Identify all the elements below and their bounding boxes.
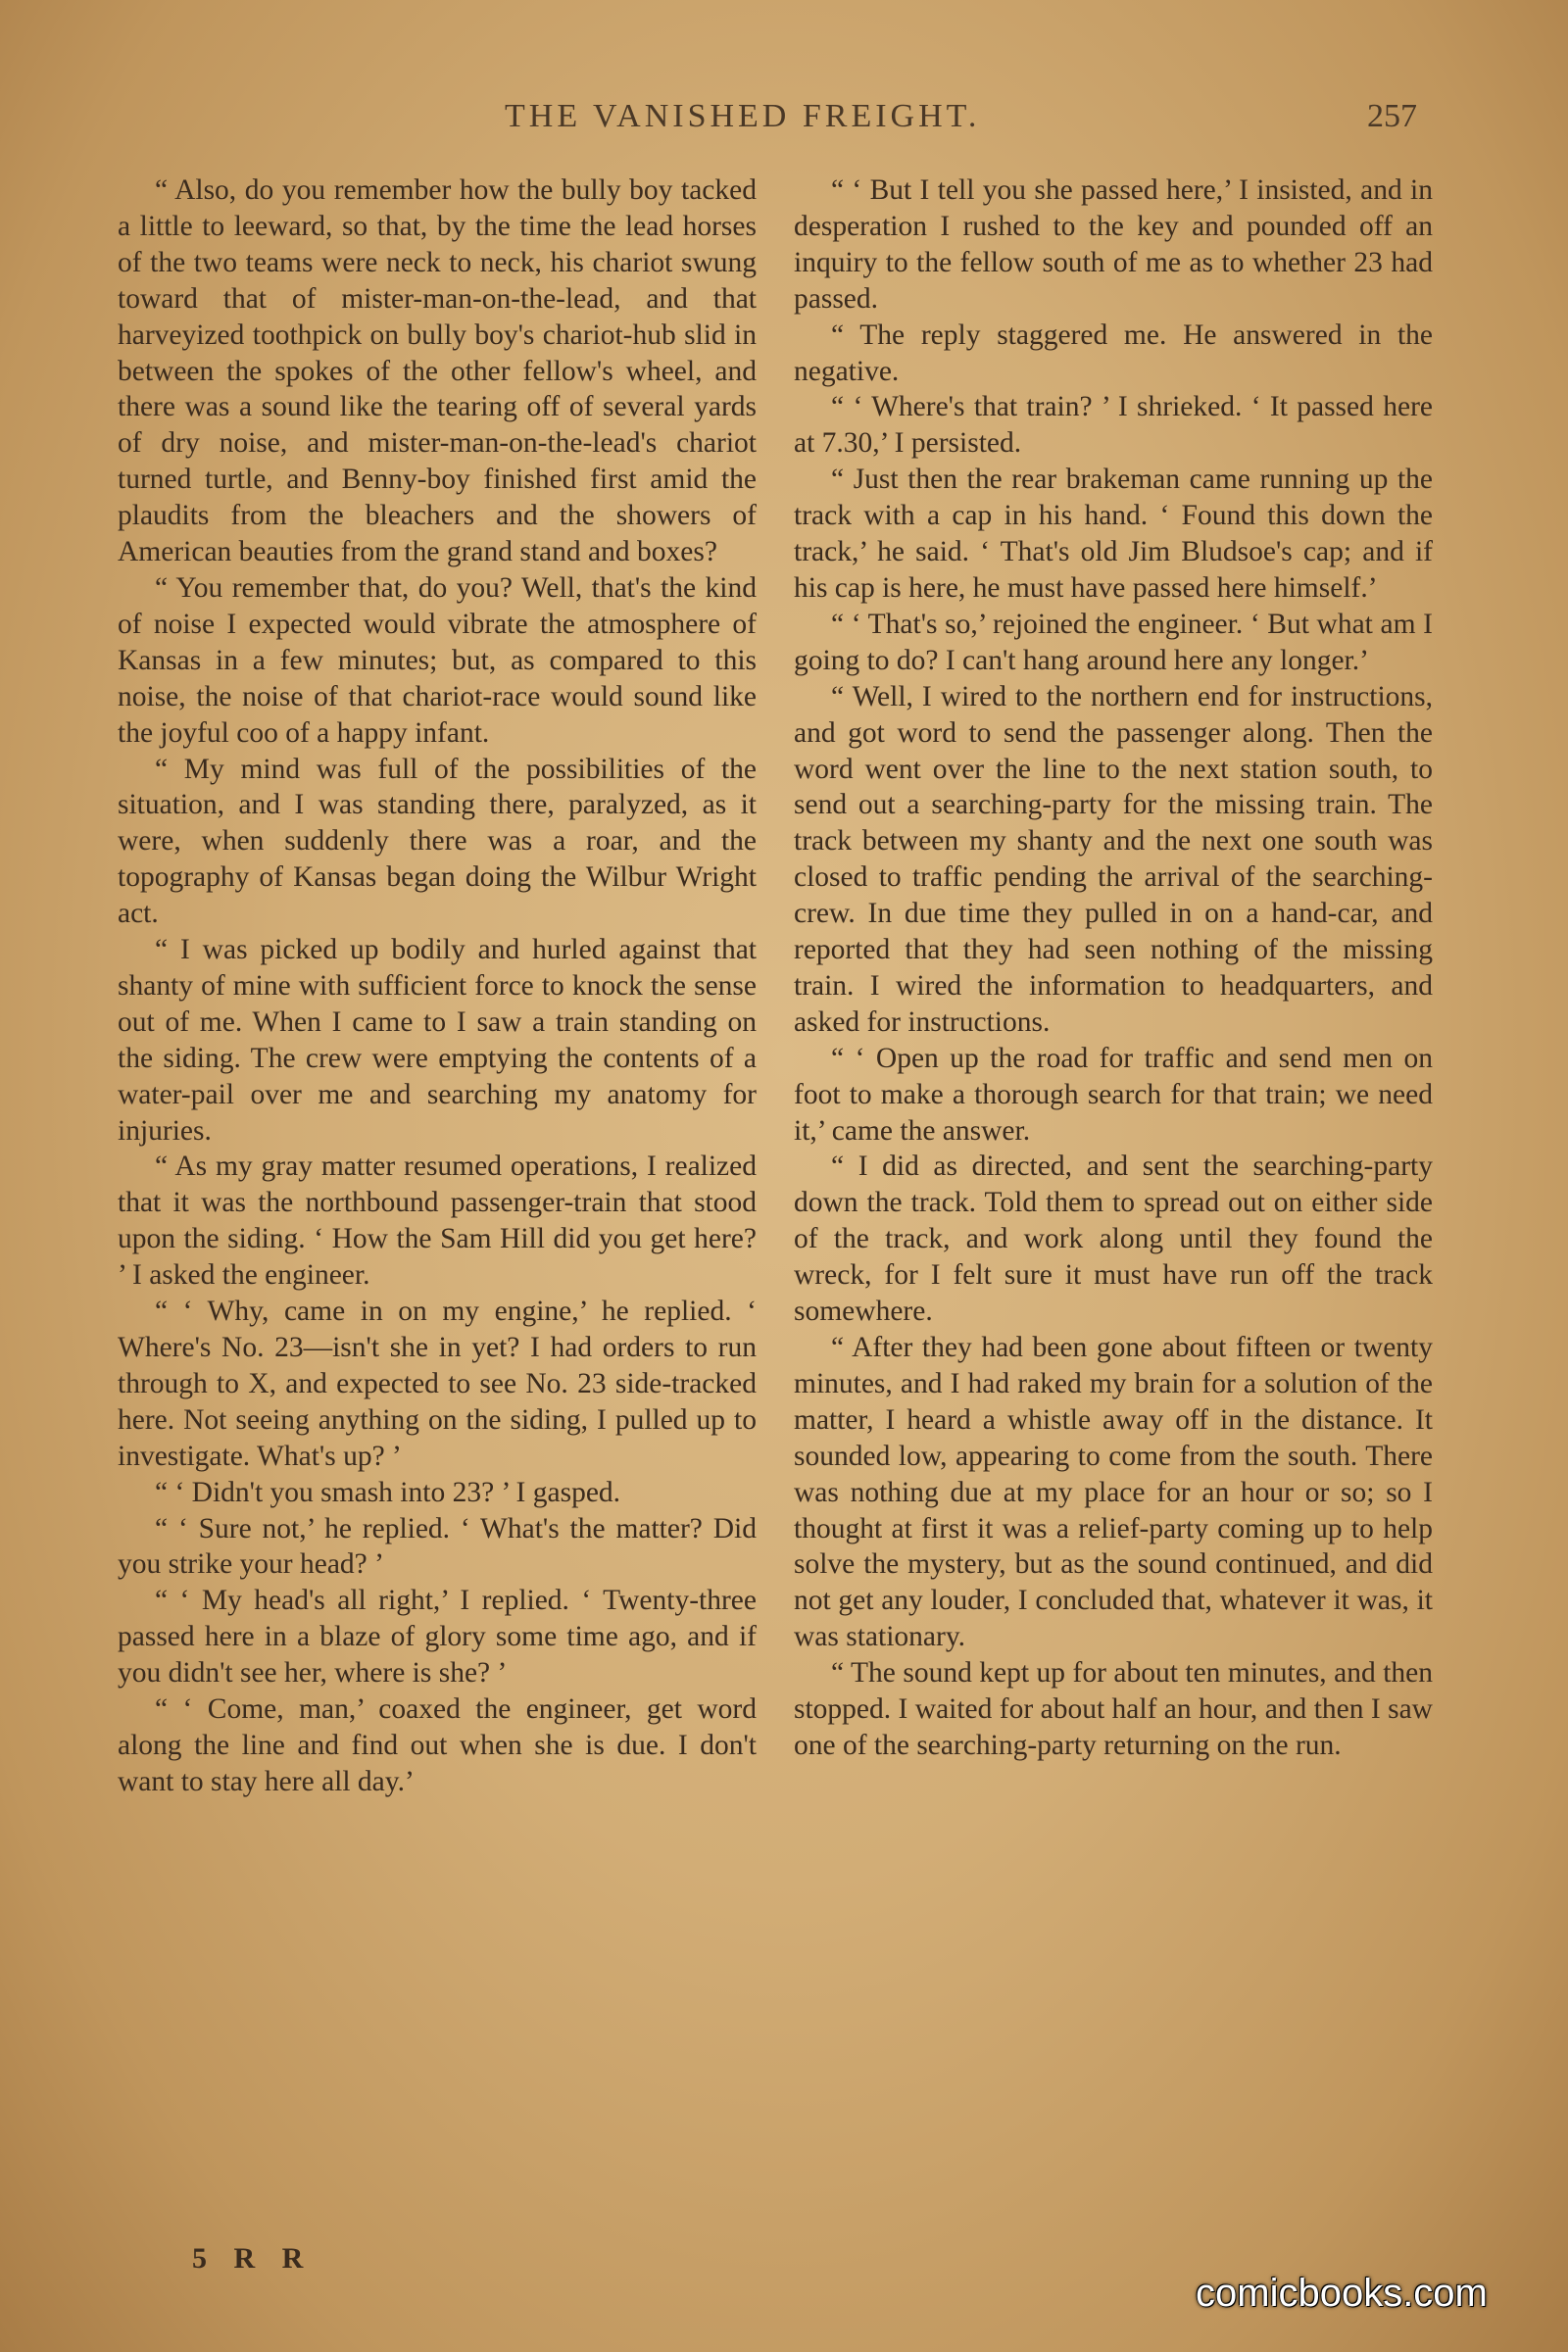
right-column (794, 172, 1433, 1764)
watermark: comicbooks.com (1196, 2272, 1488, 2315)
left-column (118, 172, 757, 1800)
paragraph: “ After they had been gone about fifteen or twenty minutes, and I had raked my brain for a solution of the matter, I heard a whistle away off in the distance. It sounded low, appearing to come from the south. There was nothing due at my place for an hour or so; so I thought at first it was a relief-party coming up to help solve the mystery, but as the sound continued, and did not get any louder, I concluded that, whatever it was, it was stationary. (794, 1332, 1433, 1653)
paragraph: “ ‘ Sure not,’ he replied. ‘ What's the matter? Did you strike your head? ’ (118, 1512, 757, 1581)
paragraph: “ My mind was full of the possibilities of the situation, and I was standing there, paralyzed, as it were, when suddenly there was a roar, and the topography of Kansas began doing the Wilbur Wright act. (118, 753, 757, 930)
paragraph: “ As my gray matter resumed operations, I realized that it was the northbound passenger-train that stood upon the siding. ‘ How the Sam Hill did you get here? ’ I asked the engineer. (118, 1151, 757, 1292)
paragraph: “ Well, I wired to the northern end for instructions, and got word to send the passenger along. Then the word went over the line to the next station south, to send out a searching-party for the missing train. The track between my shanty and the next one south was closed to traffic pending the arrival of the searching-crew. In due time they pulled in on a hand-car, and reported that they had seen nothing of the missing train. I wired the information to headquarters, and asked for instructions. (794, 680, 1433, 1038)
paragraph: “ ‘ But I tell you she passed here,’ I insisted, and in desperation I rushed to the key and pounded off an inquiry to the fellow south of me as to whether 23 had passed. (794, 174, 1433, 315)
paragraph: “ Also, do you remember how the bully boy tacked a little to leeward, so that, by the time the lead horses of the two teams were neck to neck, his chariot swung toward that of mister-man-on-the-lead, and that harveyized toothpick on bully boy's chariot-hub slid in between the spokes of the other fellow's wheel, and there was a sound like the tearing off of several yards of dry noise, and mister-man-on-the-lead's chariot turned turtle, and Benny-boy finished first amid the plaudits from the bleachers and the showers of American beauties from the grand stand and boxes? (118, 174, 757, 568)
signature-mark: 5 R R (192, 2242, 314, 2275)
paragraph: “ ‘ My head's all right,’ I replied. ‘ Twenty-three passed here in a blaze of glory some time ago, and if you didn't see her, where is she? ’ (118, 1585, 757, 1690)
paragraph: “ I was picked up bodily and hurled against that shanty of mine with sufficient force to knock the sense out of me. When I came to I saw a train standing on the siding. The crew were emptying the contents of a water-pail over me and searching my anatomy for injuries. (118, 934, 757, 1147)
paragraph: “ ‘ That's so,’ rejoined the engineer. ‘ But what am I going to do? I can't hang around here any longer.’ (794, 608, 1433, 676)
page-number: 257 (1367, 98, 1417, 134)
paragraph: “ ‘ Why, came in on my engine,’ he replied. ‘ Where's No. 23—isn't she in yet? I had orders to run through to X, and expected to see No. 23 side-tracked here. Not seeing anything on the siding, I pulled up to investigate. What's up? ’ (118, 1296, 757, 1472)
paragraph: “ ‘ Didn't you smash into 23? ’ I gasped. (155, 1476, 621, 1508)
paragraph: “ The reply staggered me. He answered in the negative. (794, 318, 1433, 387)
paragraph: “ ‘ Come, man,’ coaxed the engineer, get word along the line and find out when she is due. I don't want to stay here all day.’ (118, 1693, 757, 1797)
paragraph: “ The sound kept up for about ten minutes, and then stopped. I waited for about half an hour, and then I saw one of the searching-party returning on the run. (794, 1657, 1433, 1761)
paragraph: “ I did as directed, and sent the searching-party down the track. Told them to spread out on either side of the track, and work along until they found the wreck, for I felt sure it must have run off the track somewhere. (794, 1151, 1433, 1328)
running-title: THE VANISHED FREIGHT. (505, 98, 981, 134)
paragraph: “ You remember that, do you? Well, that's the kind of noise I expected would vibrate the atmosphere of Kansas in a few minutes; but, as compared to this noise, the noise of that chariot-race would sound like the joyful coo of a happy infant. (118, 571, 757, 749)
paragraph: “ Just then the rear brakeman came running up the track with a cap in his hand. ‘ Found this down the track,’ he said. ‘ That's old Jim Bludsoe's cap; and if his cap is here, he must have passed here himself.’ (794, 464, 1433, 604)
page-header (0, 98, 1568, 145)
paragraph: “ ‘ Where's that train? ’ I shrieked. ‘ It passed here at 7.30,’ I persisted. (794, 391, 1433, 460)
paragraph: “ ‘ Open up the road for traffic and send men on foot to make a thorough search for that train; we need it,’ came the answer. (794, 1042, 1433, 1147)
